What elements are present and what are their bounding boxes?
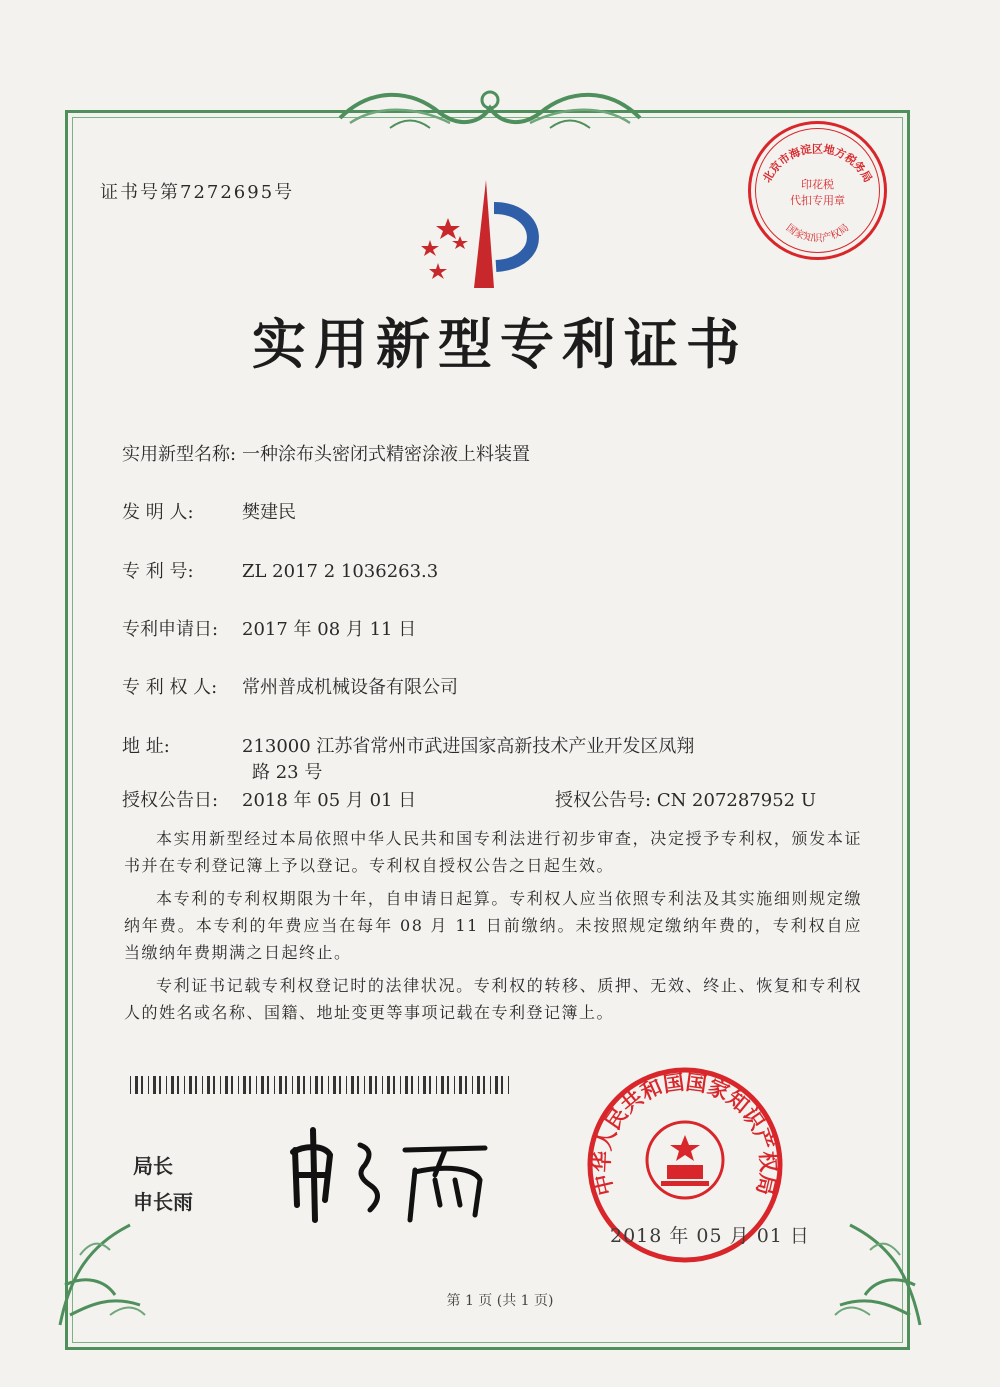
certificate-number-suffix: 号 xyxy=(274,182,295,203)
director-title: 局长 xyxy=(133,1154,173,1178)
inventor-label: 发 明 人: xyxy=(122,502,194,523)
row-patent-number xyxy=(122,557,438,583)
utility-model-name-value: 一种涂布头密闭式精密涂液上料装置 xyxy=(242,444,530,465)
director-name: 申长雨 xyxy=(133,1190,193,1214)
paragraph-3: 专利证书记载专利权登记时的法律状况。专利权的转移、质押、无效、终止、恢复和专利权人的姓名或名称、国籍、地址变更等事项记载在专利登记簿上。 xyxy=(124,976,862,1022)
tax-seal-ring-text: 北京市海淀区地方税务局 xyxy=(760,142,875,185)
patent-number-label: 专 利 号: xyxy=(122,561,194,582)
utility-model-name-label: 实用新型名称: xyxy=(122,444,237,465)
inventor-value: 樊建民 xyxy=(242,502,296,523)
national-seal-ring-text: 中华人民共和国国家知识产权局 xyxy=(589,1070,781,1198)
patent-number-value: ZL 2017 2 1036263.3 xyxy=(242,561,439,582)
row-filing-date xyxy=(122,615,416,641)
certificate-number-value: 7272695 xyxy=(180,182,275,203)
row-inventor xyxy=(122,498,296,524)
page-number: 第 1 页 (共 1 页) xyxy=(446,1293,554,1309)
grant-publication-date-label: 授权公告日: xyxy=(122,790,219,811)
address-label: 地 址: xyxy=(122,736,170,757)
patentee-label: 专 利 权 人: xyxy=(122,677,218,698)
grant-publication-date-value: 2018 年 05 月 01 日 xyxy=(242,790,417,811)
corner-ornament-right xyxy=(780,1185,930,1335)
tax-seal-inner-2: 代扣专用章 xyxy=(790,194,845,207)
certificate-title: 实用新型专利证书 xyxy=(252,312,748,376)
grant-publication-number-value: CN 207287952 U xyxy=(656,790,817,811)
paragraph-2: 本专利的专利权期限为十年，自申请日起算。专利权人应当依照专利法及其实施细则规定缴纳年费。本专利的年费应当在每年 08 月 11 日前缴纳。未按照规定缴纳年费的，专利权自应当缴纳年费期满之日起终止。 xyxy=(124,889,862,962)
patentee-value: 常州普成机械设备有限公司 xyxy=(242,677,458,698)
tax-seal-inner-1: 印花税 xyxy=(801,178,834,191)
svg-text:国家知识产权局 xyxy=(784,222,852,245)
address-line-2: 路 23 号 xyxy=(252,762,323,783)
barcode xyxy=(130,1076,510,1094)
cnipa-logo xyxy=(408,178,558,293)
paragraph-1: 本实用新型经过本局依照中华人民共和国专利法进行初步审查，决定授予专利权，颁发本证书并在专利登记簿上予以登记。专利权自授权公告之日起生效。 xyxy=(124,829,862,875)
top-ornament xyxy=(330,78,650,138)
grant-publication-number-label: 授权公告号: xyxy=(555,790,652,811)
grant-publication-number xyxy=(555,786,816,812)
address-line-1: 213000 江苏省常州市武进国家高新技术产业开发区凤翔 xyxy=(242,736,695,757)
row-grant-publication-date xyxy=(122,786,416,812)
filing-date-value: 2017 年 08 月 11 日 xyxy=(242,619,417,640)
director-signature xyxy=(285,1120,505,1230)
row-address xyxy=(122,732,694,758)
national-seal-date: 2018 年 05 月 01 日 xyxy=(610,1225,810,1247)
tax-seal-bottom-text: 国家知识产权局 xyxy=(783,222,852,245)
row-utility-model-name xyxy=(122,440,530,466)
certificate-number xyxy=(100,178,294,204)
tax-stamp-seal xyxy=(745,118,890,263)
filing-date-label: 专利申请日: xyxy=(122,619,219,640)
row-patentee xyxy=(122,673,458,699)
certificate-number-label: 证书号第 xyxy=(100,182,180,203)
